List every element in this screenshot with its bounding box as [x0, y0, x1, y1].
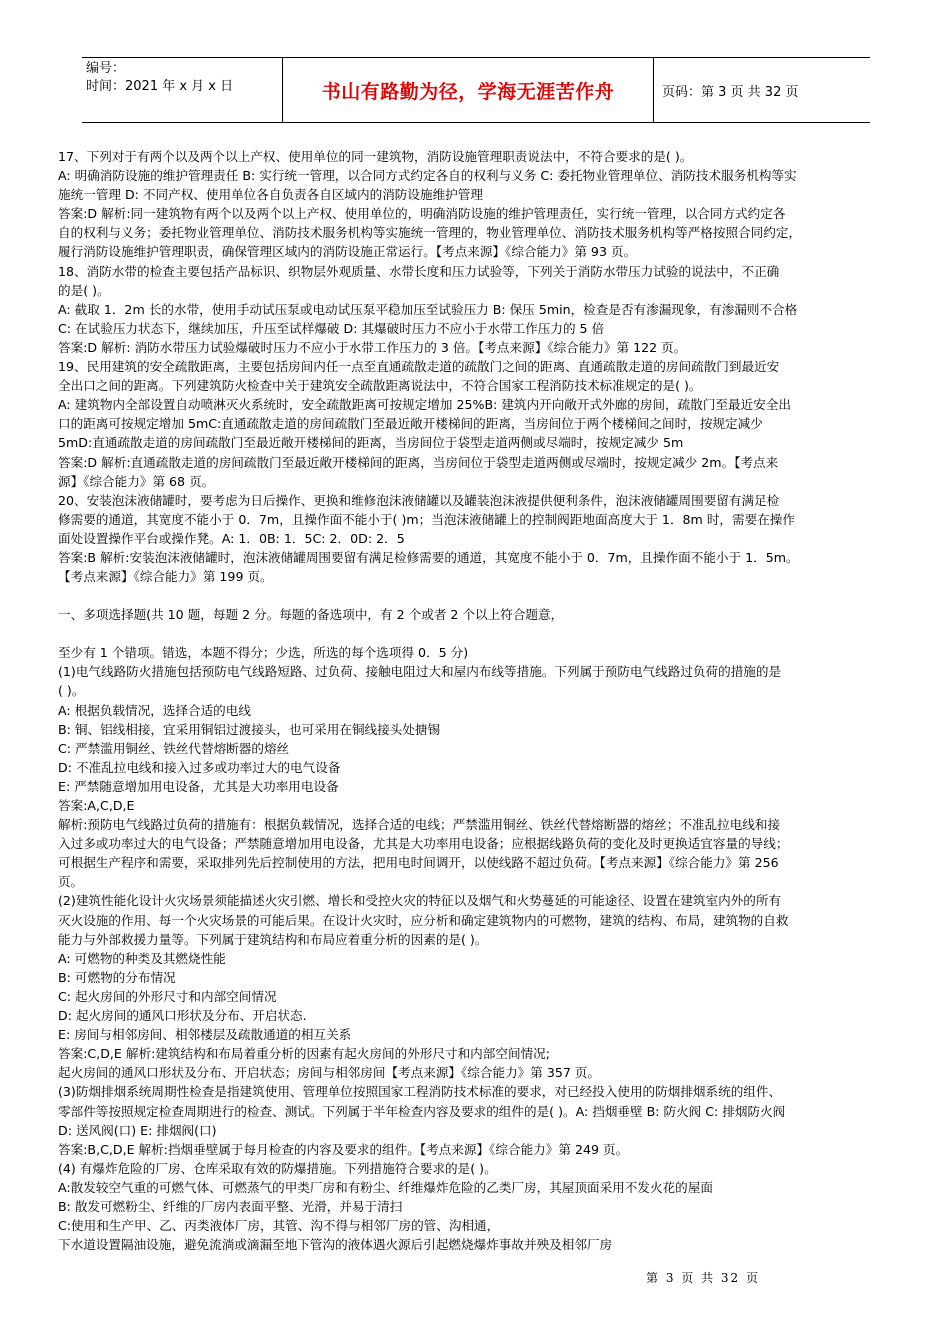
page-header — [82, 57, 870, 123]
text-line: 至少有 1 个错项。错选，本题不得分；少选，所选的每个选项得 0．5 分) — [58, 645, 469, 661]
text-line: 的是( )。 — [58, 282, 110, 298]
text-line: D: 不准乱拉电线和接入过多或功率过大的电气设备 — [58, 759, 341, 775]
text-line: 能力与外部救援力量等。下列属于建筑结构和布局应着重分析的因素的是( )。 — [58, 931, 488, 947]
document-body — [58, 147, 894, 1254]
text-line: 自的权利与义务；委托物业管理单位、消防技术服务机构等实施统一管理的，物业管理单位、消防技术服务机构等严格按照合同约定， — [58, 225, 802, 241]
text-line: B: 散发可燃粉尘、纤维的厂房内表面平整、光滑，并易于清扫 — [58, 1198, 403, 1214]
text-line: (1)电气线路防火措施包括预防电气线路短路、过负荷、接触电阻过大和屋内布线等措施。下列属于预防电气线路过负荷的措施的是 — [58, 664, 782, 680]
text-line: B: 铜、铝线相接，宜采用铜铝过渡接头，也可采用在铜线接头处搪锡 — [58, 721, 441, 737]
text-line: C: 严禁滥用铜丝、铁丝代替熔断器的熔丝 — [58, 740, 290, 756]
text-line: D: 起火房间的通风口形状及分布、开启状态. — [58, 1008, 307, 1024]
text-line: 可根据生产程序和需要，采取排列先后控制使用的方法，把用电时间调开，以使线路不超过负荷。【考点来源】《综合能力》第 256 — [58, 855, 779, 871]
text-line: 答案:D 解析: 消防水带压力试验爆破时压力不应小于水带工作压力的 3 倍。【考点来源】《综合能力》第 122 页。 — [58, 339, 687, 355]
header-page-info: 页码：第 3 页 共 32 页 — [662, 84, 799, 100]
header-motto: 书山有路勤为径，学海无涯苦作舟 — [282, 58, 654, 122]
text-line: 一、多项选择题(共 10 题，每题 2 分。每题的备选项中，有 2 个或者 2 个以上符合题意， — [58, 607, 564, 623]
text-line: 修需要的通道，其宽度不能小于 0．7m，且操作面不能小于( )m；当泡沫液储罐上的控制阀距地面高度大于 1．8m 时，需要在操作 — [58, 511, 795, 527]
text-line: C:使用和生产甲、乙、丙类液体厂房，其管、沟不得与相邻厂房的管、沟相通， — [58, 1218, 500, 1234]
text-line: 20、安装泡沫液储罐时，要考虑为日后操作、更换和维修泡沫液储罐以及罐装泡沫液提供便利条件，泡沫液储罐周围要留有满足检 — [58, 492, 780, 508]
text-line: 源】《综合能力》第 68 页。 — [58, 473, 215, 489]
text-line: 面处设置操作平台或操作凳。A: 1．0B: 1．5C: 2．0D: 2．5 — [58, 530, 405, 546]
text-line: E: 房间与相邻房间、相邻楼层及疏散通道的相互关系 — [58, 1027, 352, 1043]
text-line: D: 送风阀(口) E: 排烟阀(口) — [58, 1122, 217, 1138]
text-line: A: 明确消防设施的维护管理责任 B: 实行统一管理，以合同方式约定各自的权利与义务 C: 委托物业管理单位、消防技术服务机构等实 — [58, 168, 797, 184]
text-line: 全出口之间的距离。下列建筑防火检查中关于建筑安全疏散距离说法中，不符合国家工程消防技术标准规定的是( )。 — [58, 378, 702, 394]
text-line: A: 根据负载情况，选择合适的电线 — [58, 702, 251, 718]
text-line: 答案:D 解析:同一建筑物有两个以及两个以上产权、使用单位的，明确消防设施的维护管理责任，实行统一管理，以合同方式约定各 — [58, 206, 786, 222]
blank-line — [58, 624, 894, 643]
text-line: 19、民用建筑的安全疏散距离，主要包括房间内任一点至直通疏散走道的疏散门之间的距离、直通疏散走道的房间疏散门到最近安 — [58, 359, 780, 375]
text-line: A: 建筑物内全部设置自动喷淋灭火系统时，安全疏散距离可按规定增加 25%B: 建筑内开向敞开式外廊的房间，疏散门至最近安全出 — [58, 397, 791, 413]
text-line: 17、下列对于有两个以及两个以上产权、使用单位的同一建筑物，消防设施管理职责说法中，不符合要求的是( )。 — [58, 149, 693, 164]
text-line: (4) 有爆炸危险的厂房、仓库采取有效的防爆措施。下列措施符合要求的是( )。 — [58, 1160, 497, 1176]
serial-label: 编号： — [86, 61, 126, 76]
text-line: 答案:B 解析:安装泡沫液储罐时，泡沫液储罐周围要留有满足检修需要的通道，其宽度不能小于 0．7m，且操作面不能小于 1．5m。 — [58, 549, 799, 565]
text-line: 起火房间的通风口形状及分布、开启状态；房间与相邻房间【考点来源】《综合能力》第 357 页。 — [58, 1065, 601, 1081]
text-line: 答案:B,C,D,E 解析:挡烟垂壁属于每月检查的内容及要求的组件。【考点来源】《综合能力》第 249 页。 — [58, 1141, 629, 1157]
text-line: 零部件等按照规定检查周期进行的检查、测试。下列属于半年检查内容及要求的组件的是( )。A: 挡烟垂壁 B: 防火阀 C: 排烟防火阀 — [58, 1103, 786, 1119]
time-label: 时间：2021 年 x 月 x 日 — [86, 79, 234, 94]
text-line: 施统一管理 D: 不同产权、使用单位各自负责各自区域内的消防设施维护管理 — [58, 187, 483, 203]
text-line: 页。 — [58, 874, 84, 890]
text-line: (2)建筑性能化设计火灾场景须能描述火灾引燃、增长和受控火灾的特征以及烟气和火势蔓延的可能途径、设置在建筑室内外的所有 — [58, 893, 782, 909]
text-line: A:散发较空气重的可燃气体、可燃蒸气的甲类厂房和有粉尘、纤维爆炸危险的乙类厂房，其屋顶面采用不发火花的屋面 — [58, 1179, 713, 1195]
text-line: C: 在试验压力状态下，继续加压，升压至试样爆破 D: 其爆破时压力不应小于水带工作压力的 5 倍 — [58, 320, 605, 336]
text-line: A: 截取 1．2m 长的水带，使用手动试压泵或电动试压泵平稳加压至试验压力 B: 保压 5min，检查是否有渗漏现象，有渗漏则不合格 — [58, 301, 798, 317]
text-line: A: 可燃物的种类及其燃烧性能 — [58, 950, 226, 966]
text-line: 答案:C,D,E 解析:建筑结构和布局着重分析的因素有起火房间的外形尺寸和内部空间情况; — [58, 1046, 550, 1062]
text-line: ( )。 — [58, 683, 85, 699]
text-line: 入过多或功率过大的电气设备；严禁随意增加用电设备，尤其是大功率用电设备；应根据线路负荷的变化及时更换适宜容量的导线； — [58, 836, 789, 852]
text-line: E: 严禁随意增加用电设备，尤其是大功率用电设备 — [58, 778, 339, 794]
header-meta — [82, 58, 282, 122]
page-footer: 第 3 页 共 32 页 — [646, 1271, 760, 1285]
text-line: 履行消防设施维护管理职责，确保管理区域内的消防设施正常运行。【考点来源】《综合能力》第 93 页。 — [58, 244, 637, 260]
text-line: 答案:A,C,D,E — [58, 798, 135, 813]
text-line: 灭火设施的作用、每一个火灾场景的可能后果。在设计火灾时，应分析和确定建筑物内的可燃物，建筑的结构、布局，建筑物的自救 — [58, 912, 789, 928]
blank-line — [58, 586, 894, 605]
text-line: 5mD:直通疏散走道的房间疏散门至最近敞开楼梯间的距离，当房间位于袋型走道两侧或尽端时，按规定减少 5m — [58, 435, 684, 451]
text-line: 18、消防水带的检查主要包括产品标识、织物层外观质量、水带长度和压力试验等，下列关于消防水带压力试验的说法中，不正确 — [58, 263, 780, 279]
text-line: 下水道设置隔油设施，避免流淌或滴漏至地下管沟的液体遇火源后引起燃烧爆炸事故并殃及相邻厂房 — [58, 1237, 613, 1253]
text-line: C: 起火房间的外形尺寸和内部空间情况 — [58, 988, 277, 1004]
text-line: B: 可燃物的分布情况 — [58, 969, 176, 985]
text-line: 答案:D 解析:直通疏散走道的房间疏散门至最近敞开楼梯间的距离，当房间位于袋型走道两侧或尽端时，按规定减少 2m。【考点来 — [58, 454, 779, 470]
text-line: 解析:预防电气线路过负荷的措施有：根据负载情况，选择合适的电线；严禁滥用铜丝、铁丝代替熔断器的熔丝；不准乱拉电线和接 — [58, 817, 781, 833]
text-line: 【考点来源】《综合能力》第 199 页。 — [58, 569, 273, 585]
text-line: 口的距离可按规定增加 5mC:直通疏散走道的房间疏散门至最近敞开楼梯间的距离，当房间位于两个楼梯间之间时，按规定减少 — [58, 416, 763, 432]
text-line: (3)防烟排烟系统周期性检查是指建筑使用、管理单位按照国家工程消防技术标准的要求，对已经投入使用的防烟排烟系统的组件、 — [58, 1084, 782, 1100]
